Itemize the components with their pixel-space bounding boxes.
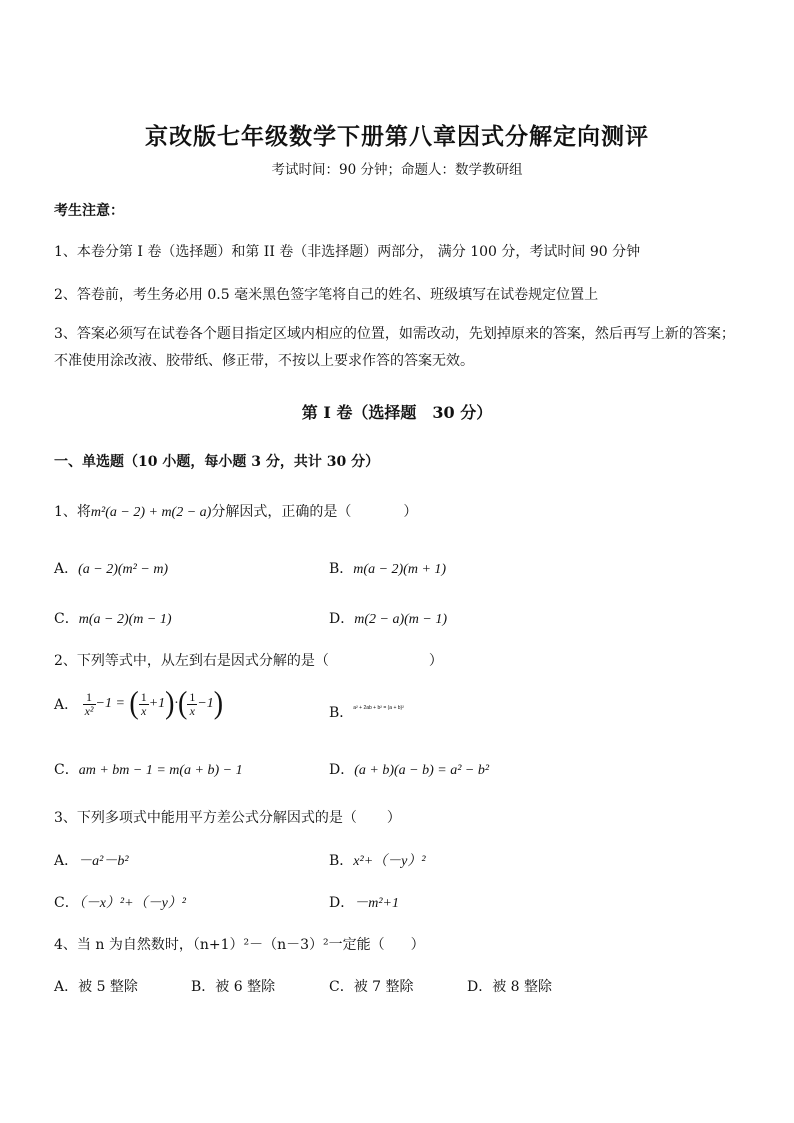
question-2: 2、下列等式中，从左到右是因式分解的是（ ） <box>54 653 443 669</box>
q4-option-c[interactable]: C．被 7 整除 <box>329 979 414 995</box>
q3-option-b[interactable]: B．x²+（－y）² <box>329 853 426 869</box>
notice-item-1: 1、本卷分第 I 卷（选择题）和第 II 卷（非选择题）两部分， 满分 100 分，考试时间 90 分钟 <box>54 244 641 260</box>
q1-option-b[interactable]: B．m(a − 2)(m + 1) <box>329 561 447 577</box>
question-4: 4、当 n 为自然数时，（n+1）²－（n－3）²一定能（ ） <box>54 937 425 953</box>
q2-option-a[interactable]: A． $\frac{1}{\text{x²}}$ −1 = ( $\frac{1}{x}$ +1)·( $\frac{1}{x}$ −1) <box>54 685 224 722</box>
fraction: $\frac{1}{\text{x²}}$ <box>84 689 94 718</box>
q2-option-d[interactable]: D．(a + b)(a − b) = a² − b² <box>329 762 490 778</box>
q3-option-d[interactable]: D．－m²+1 <box>329 895 399 911</box>
question-1-suffix: 分解因式，正确的是（ <box>211 504 352 520</box>
notice-item-2: 2、答卷前，考生务必用 0.5 毫米黑色签字笔将自己的姓名、班级填写在试卷规定位置上 <box>54 287 599 303</box>
exam-subtitle: 考试时间：90 分钟；命题人：数学教研组 <box>271 162 523 178</box>
q4-option-d[interactable]: D．被 8 整除 <box>467 979 553 995</box>
q3-option-c[interactable]: C．（－x）²+（－y）² <box>54 895 186 911</box>
q4-option-a[interactable]: A．被 5 整除 <box>54 979 138 995</box>
q1-option-d[interactable]: D．m(2 − a)(m − 1) <box>329 611 447 627</box>
q3-option-a[interactable]: A．－a²－b² <box>54 853 129 869</box>
q2-option-c[interactable]: C．am + bm − 1 = m(a + b) − 1 <box>54 762 243 778</box>
q2-option-b[interactable]: B．$^{a^2 + 2ab + b^2 = (a + b)^2}$ <box>329 705 404 721</box>
q1-option-c[interactable]: C．m(a − 2)(m − 1) <box>54 611 172 627</box>
q1-option-a[interactable]: A．(a − 2)(m² − m) <box>54 561 169 577</box>
page-title: 京改版七年级数学下册第八章因式分解定向测评 <box>145 123 649 150</box>
question-3: 3、下列多项式中能用平方差公式分解因式的是（ ） <box>54 810 401 826</box>
part-title: 一、单选题（10 小题，每小题 3 分，共计 30 分） <box>54 454 380 470</box>
question-1-close: ） <box>403 504 418 520</box>
section-title: 第 I 卷（选择题 30 分） <box>301 403 493 422</box>
question-1 <box>54 501 417 521</box>
notice-heading: 考生注意： <box>54 203 124 219</box>
question-1-expr: m²(a − 2) + m(2 − a) <box>90 505 212 520</box>
q4-option-b[interactable]: B．被 6 整除 <box>191 979 276 995</box>
notice-item-3: 3、答案必须写在试卷各个题目指定区域内相应的位置，如需改动，先划掉原来的答案，然后再写上新的答案；不准使用涂改液、胶带纸、修正带，不按以上要求作答的答案无效。 <box>54 326 735 369</box>
question-1-prefix: 1、将 <box>54 504 91 520</box>
